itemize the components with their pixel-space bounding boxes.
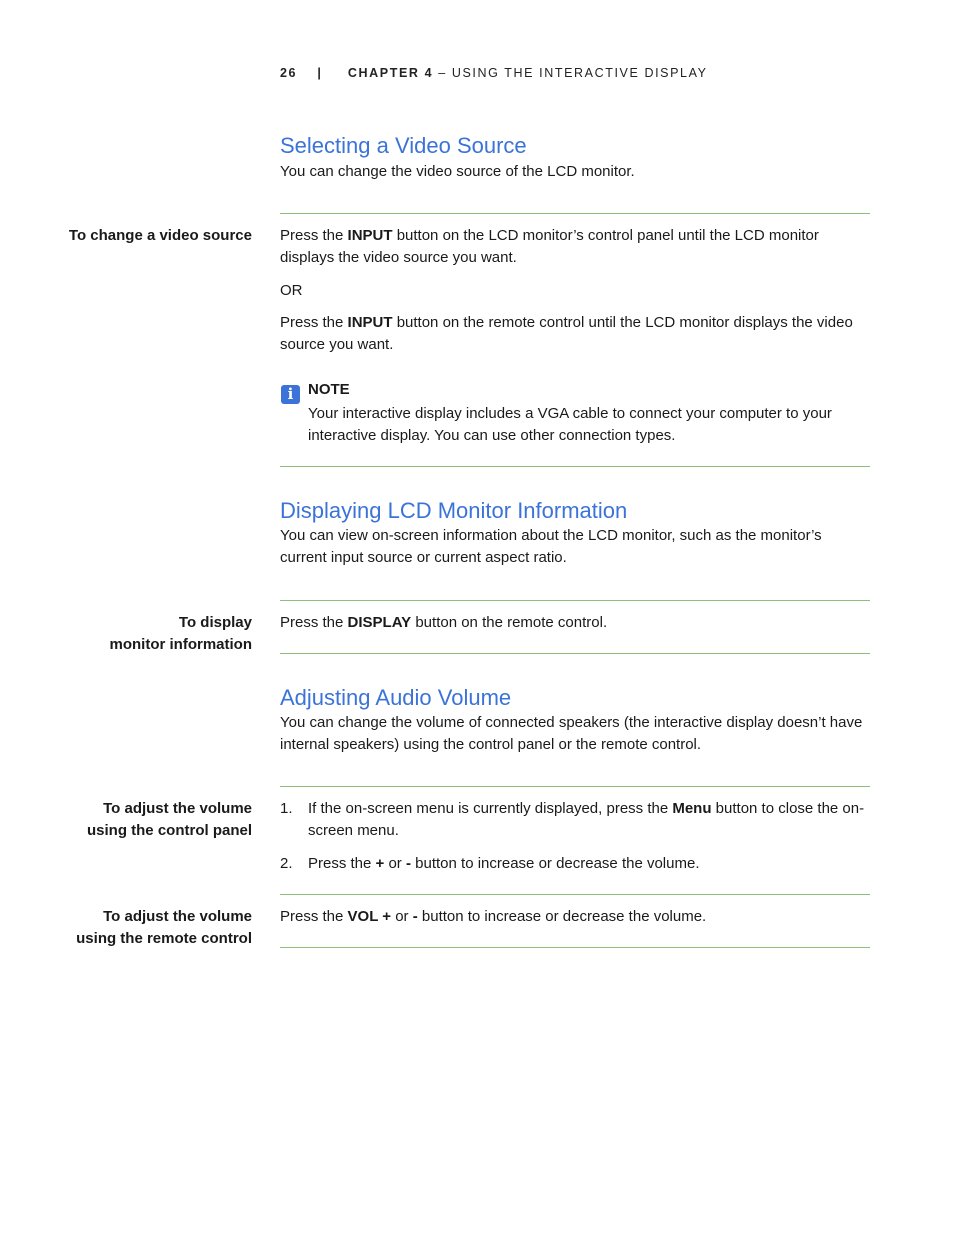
step-bold-term: + xyxy=(375,855,385,872)
section-heading-audio-volume: Adjusting Audio Volume xyxy=(280,685,512,710)
procedure-label-line: To display xyxy=(178,614,252,631)
or-text: OR xyxy=(280,282,303,299)
divider xyxy=(280,600,870,601)
step-text: button on the LCD monitor’s control panel until the LCD monitor displays the video source you want. xyxy=(280,227,819,266)
section-heading-video-source: Selecting a Video Source xyxy=(280,133,527,158)
step-text: or xyxy=(391,908,413,925)
step-text: or xyxy=(384,855,406,872)
section-intro-audio-volume: You can change the volume of connected speakers (the interactive display doesn’t have internal speakers) using the control panel or the remote control. xyxy=(280,714,863,753)
divider xyxy=(280,653,870,654)
section-heading-lcd-info: Displaying LCD Monitor Information xyxy=(280,498,628,523)
step-text: Press the xyxy=(280,314,348,331)
step-bold-term: INPUT xyxy=(347,314,393,331)
info-icon: i xyxy=(281,385,300,404)
step-input-control-panel xyxy=(280,225,872,269)
step-vol-button xyxy=(280,906,872,928)
note-body: Your interactive display includes a VGA cable to connect your computer to your interactive display. You can use other connection types. xyxy=(308,405,832,444)
step-text: Press the xyxy=(280,908,348,925)
header-separator: | xyxy=(317,66,323,80)
procedure-label-line: using the remote control xyxy=(76,929,252,947)
divider xyxy=(280,947,870,948)
step-text: button to increase or decrease the volume. xyxy=(410,855,700,872)
list-item-number: 2. xyxy=(280,855,293,872)
step-bold-term: Menu xyxy=(672,800,712,817)
procedure-label-change-video-source xyxy=(22,225,252,247)
procedure-label-line: monitor information xyxy=(109,635,252,653)
step-text: button on the remote control until the LCD monitor displays the video source you want. xyxy=(280,314,853,353)
procedure-label-line: To adjust the volume xyxy=(103,800,252,817)
step-display-button xyxy=(280,612,872,634)
step-bold-term: INPUT xyxy=(347,227,393,244)
step-text: button on the remote control. xyxy=(411,614,608,631)
step-bold-term: DISPLAY xyxy=(347,614,412,631)
step-text: button to close the on-screen menu. xyxy=(308,800,865,839)
step-bold-term: VOL + xyxy=(347,908,392,925)
procedure-label-volume-control-panel xyxy=(22,798,252,841)
procedure-label-volume-remote xyxy=(22,906,252,949)
step-text: button to increase or decrease the volume. xyxy=(417,908,707,925)
step-text: Press the xyxy=(280,227,348,244)
procedure-label-line: using the control panel xyxy=(86,821,252,839)
step-bold-term: - xyxy=(405,855,411,872)
section-intro-lcd-info: You can view on-screen information about the LCD monitor, such as the monitor’s current input source or current aspect ratio. xyxy=(280,527,822,566)
divider xyxy=(280,213,870,214)
note-title: NOTE xyxy=(308,381,350,398)
divider xyxy=(280,786,870,787)
page-number: 26 xyxy=(280,66,298,80)
list-item-number: 1. xyxy=(280,800,293,817)
procedure-label-display-info xyxy=(22,612,252,655)
chapter-label: CHAPTER 4 xyxy=(347,66,434,80)
running-header xyxy=(280,66,708,80)
list-item xyxy=(308,798,873,842)
step-text: Press the xyxy=(308,855,376,872)
chapter-title: – USING THE INTERACTIVE DISPLAY xyxy=(433,66,708,80)
step-text: If the on-screen menu is currently displayed, press the xyxy=(308,800,673,817)
step-bold-term: - xyxy=(412,908,418,925)
procedure-label-line: To adjust the volume xyxy=(103,908,252,925)
divider xyxy=(280,466,870,467)
procedure-label-text: To change a video source xyxy=(68,227,252,244)
divider xyxy=(280,894,870,895)
list-item xyxy=(308,853,873,875)
step-text: Press the xyxy=(280,614,348,631)
section-intro-video-source: You can change the video source of the LCD monitor. xyxy=(280,163,635,180)
step-input-remote xyxy=(280,312,872,356)
